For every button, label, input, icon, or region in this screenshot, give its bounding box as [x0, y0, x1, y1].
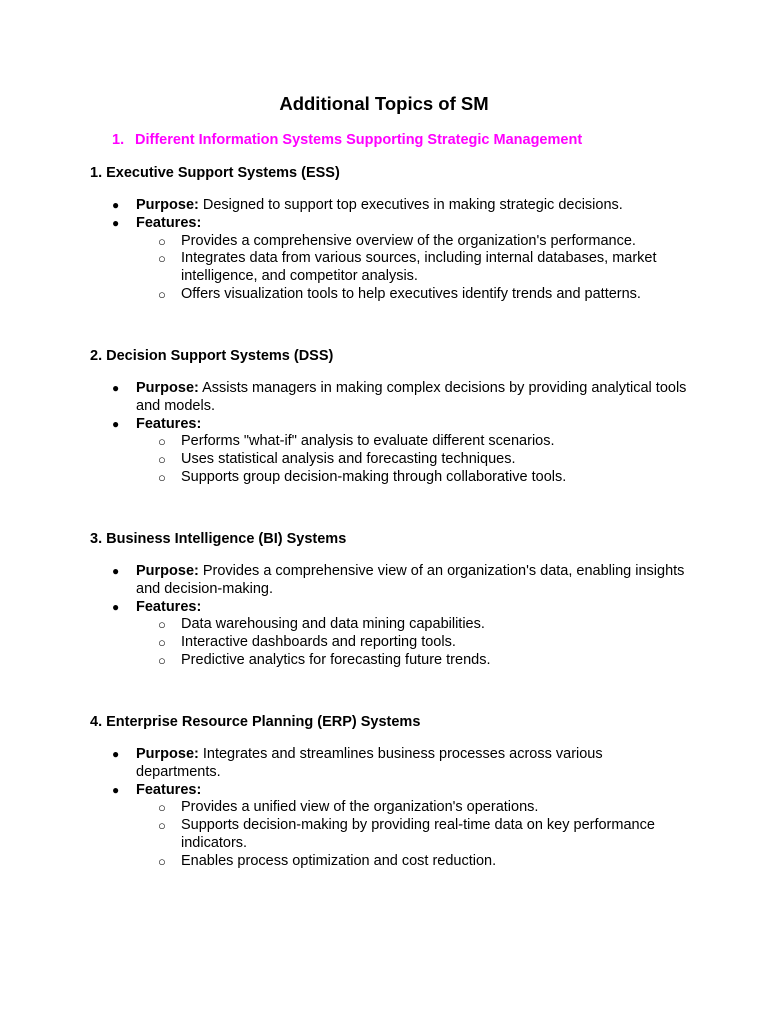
bullet-icon: ●: [112, 198, 120, 212]
bullet-icon: ●: [112, 599, 120, 614]
circle-bullet-icon: ○: [158, 452, 166, 468]
feature-item: [90, 799, 690, 817]
section-list: [90, 563, 690, 670]
list-item-purpose: [90, 563, 690, 599]
circle-bullet-icon: ○: [158, 251, 166, 267]
feature-text: Predictive analytics for forecasting future trends.: [181, 651, 491, 668]
feature-text: Uses statistical analysis and forecasting techniques.: [181, 451, 516, 468]
list-item-purpose: [90, 380, 690, 416]
document-title: Additional Topics of SM: [279, 93, 489, 114]
section-erp: [90, 712, 690, 871]
features-label: Features:: [136, 598, 202, 615]
circle-bullet-icon: ○: [158, 434, 166, 450]
list-item-features: [90, 215, 690, 233]
subtitle-number: 1.: [112, 132, 125, 148]
feature-text: Performs "what-if" analysis to evaluate different scenarios.: [181, 433, 555, 450]
bullet-icon: ●: [112, 782, 120, 797]
feature-item: [90, 433, 690, 451]
circle-bullet-icon: ○: [158, 800, 166, 816]
feature-item: [90, 250, 690, 286]
feature-item: [90, 634, 690, 652]
feature-item: [90, 652, 690, 670]
feature-item: [90, 451, 690, 469]
feature-text: Enables process optimization and cost reduction.: [181, 852, 497, 869]
list-item-features: [90, 416, 690, 434]
feature-text: Data warehousing and data mining capabilities.: [181, 616, 485, 633]
feature-text: Integrates data from various sources, including internal databases, market intelligence, and competitor analysis.: [181, 250, 657, 285]
circle-bullet-icon: ○: [158, 617, 166, 633]
feature-item: [90, 469, 690, 487]
list-item-purpose: [90, 197, 690, 215]
purpose-label: Purpose:: [136, 380, 199, 396]
features-label: Features:: [136, 781, 202, 798]
bullet-icon: ●: [112, 564, 120, 578]
subtitle-text: Different Information Systems Supporting Strategic Management: [135, 132, 583, 148]
circle-bullet-icon: ○: [158, 635, 166, 651]
feature-text: Offers visualization tools to help executives identify trends and patterns.: [181, 285, 641, 302]
circle-bullet-icon: ○: [158, 233, 166, 249]
feature-text: Provides a unified view of the organization's operations.: [181, 799, 539, 816]
features-label: Features:: [136, 214, 202, 231]
section-heading: 1. Executive Support Systems (ESS): [90, 165, 340, 181]
feature-item: [90, 817, 690, 853]
bullet-icon: ●: [112, 747, 120, 761]
list-item-features: [90, 782, 690, 800]
circle-bullet-icon: ○: [158, 853, 166, 869]
section-bi: [90, 529, 690, 670]
purpose-text: Provides a comprehensive view of an organization's data, enabling insights and decision-making.: [136, 563, 685, 597]
purpose-label: Purpose:: [136, 563, 199, 579]
feature-text: Interactive dashboards and reporting tools.: [181, 634, 456, 651]
bullet-icon: ●: [112, 381, 120, 395]
document-subtitle: [112, 130, 582, 150]
bullet-icon: ●: [112, 215, 120, 230]
purpose-label: Purpose:: [136, 746, 199, 762]
feature-text: Supports group decision-making through collaborative tools.: [181, 468, 567, 485]
purpose-label: Purpose:: [136, 197, 199, 213]
list-item-purpose: [90, 746, 690, 782]
feature-item: [90, 233, 690, 251]
circle-bullet-icon: ○: [158, 652, 166, 668]
section-dss: [90, 346, 690, 487]
purpose-text: Assists managers in making complex decisions by providing analytical tools and models.: [136, 380, 687, 414]
feature-text: Supports decision-making by providing real-time data on key performance indicators.: [181, 817, 655, 851]
purpose-text: Designed to support top executives in making strategic decisions.: [198, 197, 623, 213]
feature-item: [90, 286, 690, 304]
circle-bullet-icon: ○: [158, 286, 166, 302]
list-item-features: [90, 599, 690, 617]
feature-text: Provides a comprehensive overview of the organization's performance.: [181, 232, 636, 249]
feature-item: [90, 853, 690, 871]
features-label: Features:: [136, 415, 202, 432]
section-heading: 2. Decision Support Systems (DSS): [90, 348, 334, 364]
section-list: [90, 197, 690, 304]
section-heading: 4. Enterprise Resource Planning (ERP) Systems: [90, 714, 421, 730]
circle-bullet-icon: ○: [158, 818, 166, 834]
circle-bullet-icon: ○: [158, 469, 166, 485]
section-list: [90, 380, 690, 487]
section-ess: [90, 163, 690, 304]
section-list: [90, 746, 690, 871]
purpose-text: Integrates and streamlines business processes across various departments.: [136, 746, 603, 780]
bullet-icon: ●: [112, 416, 120, 431]
section-heading: 3. Business Intelligence (BI) Systems: [90, 531, 347, 547]
feature-item: [90, 616, 690, 634]
